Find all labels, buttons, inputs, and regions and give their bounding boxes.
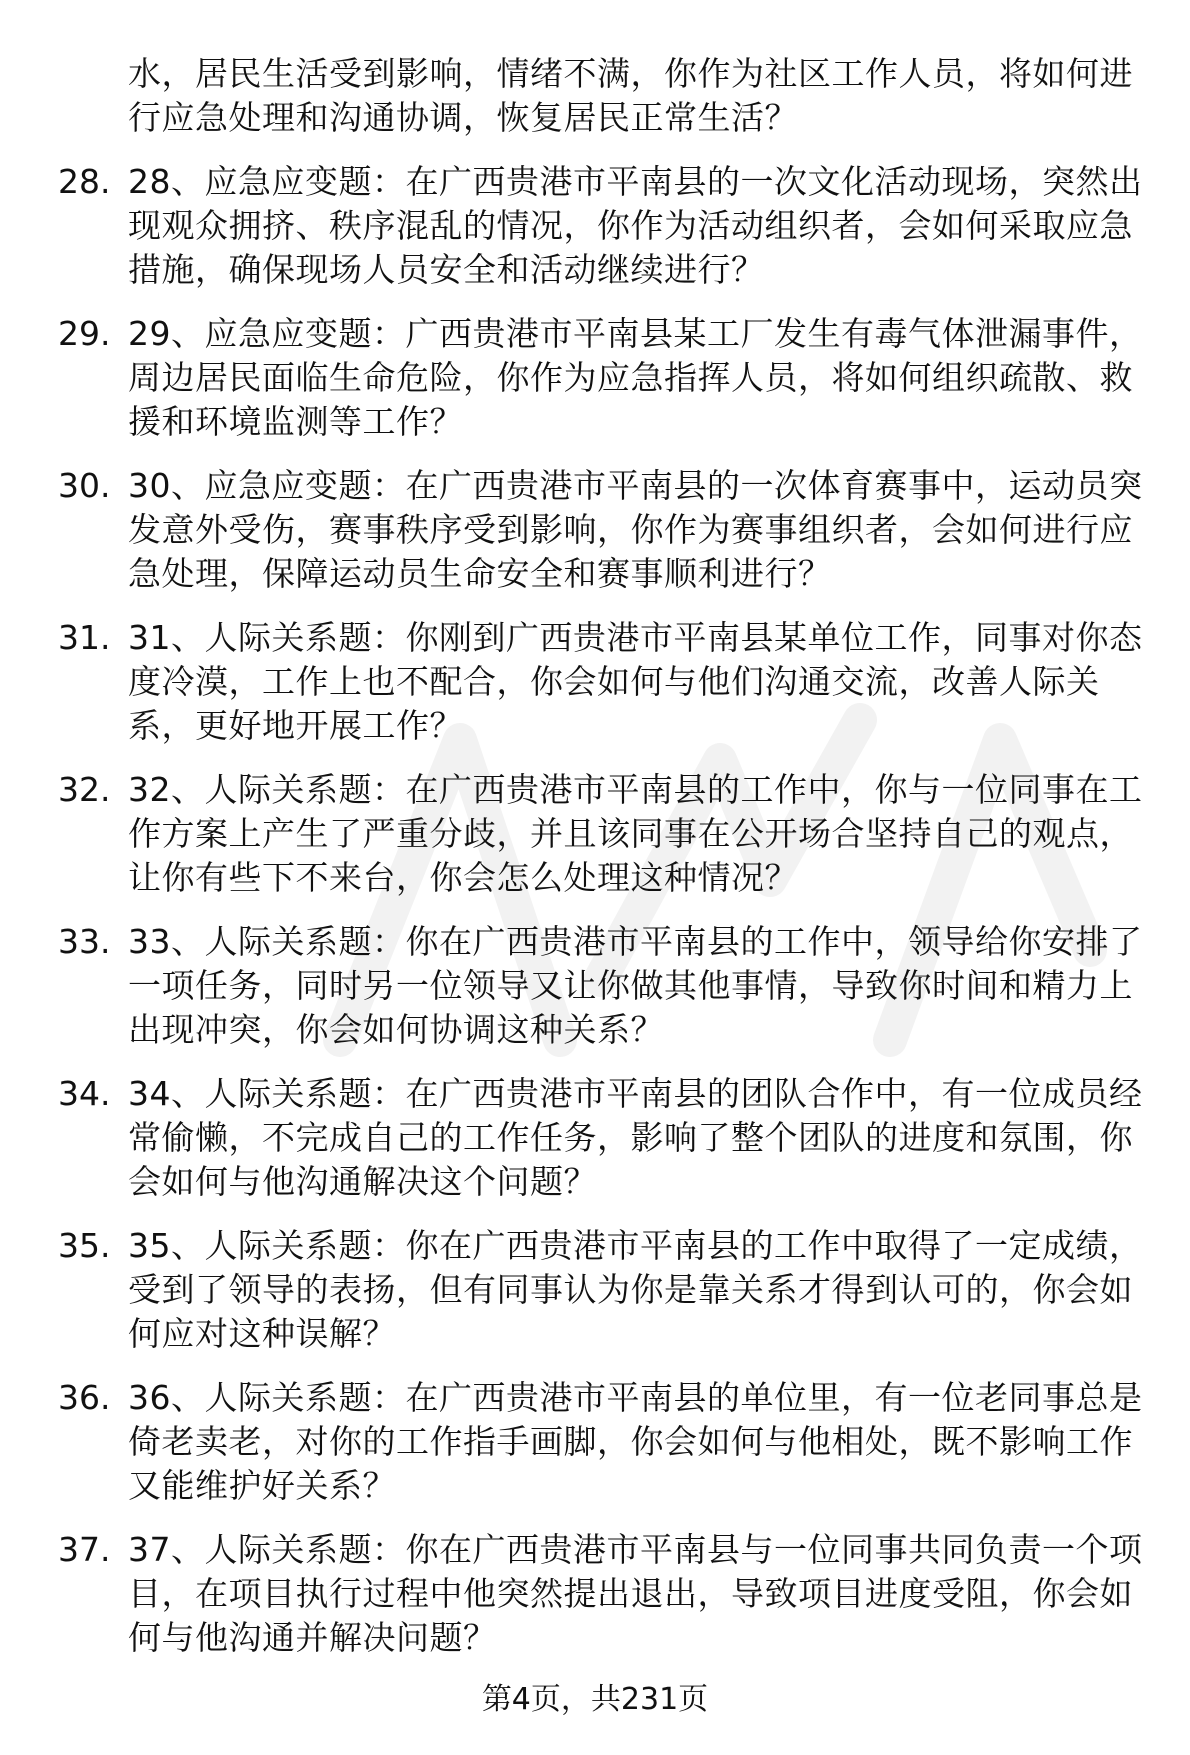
question-item [0, 616, 1190, 745]
question-number: 34. [58, 1074, 111, 1113]
question-text: 28、应急应变题：在广西贵港市平南县的一次文化活动现场，突然出现观众拥挤、秩序混乱的情况，你作为活动组织者，会如何采取应急措施，确保现场人员安全和活动继续进行？ [128, 162, 1143, 289]
question-text: 31、人际关系题：你刚到广西贵港市平南县某单位工作，同事对你态度冷漠，工作上也不配合，你会如何与他们沟通交流，改善人际关系，更好地开展工作？ [128, 618, 1143, 745]
question-text: 29、应急应变题：广西贵港市平南县某工厂发生有毒气体泄漏事件，周边居民面临生命危险，你作为应急指挥人员，将如何组织疏散、救援和环境监测等工作？ [128, 314, 1143, 441]
question-text: 32、人际关系题：在广西贵港市平南县的工作中，你与一位同事在工作方案上产生了严重分歧，并且该同事在公开场合坚持自己的观点，让你有些下不来台，你会怎么处理这种情况？ [128, 770, 1143, 897]
question-item [0, 464, 1190, 593]
question-number: 32. [58, 770, 111, 809]
question-number: 28. [58, 162, 111, 201]
question-number: 29. [58, 314, 111, 353]
question-text: 33、人际关系题：你在广西贵港市平南县的工作中，领导给你安排了一项任务，同时另一位领导又让你做其他事情，导致你时间和精力上出现冲突，你会如何协调这种关系？ [128, 922, 1143, 1049]
question-item [0, 920, 1190, 1049]
question-number: 36. [58, 1378, 111, 1417]
question-item [0, 1072, 1190, 1201]
question-item [0, 768, 1190, 897]
question-text: 30、应急应变题：在广西贵港市平南县的一次体育赛事中，运动员突发意外受伤，赛事秩序受到影响，你作为赛事组织者，会如何进行应急处理，保障运动员生命安全和赛事顺利进行？ [128, 466, 1143, 593]
question-item [0, 1528, 1190, 1657]
question-number: 35. [58, 1226, 111, 1265]
question-text: 37、人际关系题：你在广西贵港市平南县与一位同事共同负责一个项目，在项目执行过程中他突然提出退出，导致项目进度受阻，你会如何与他沟通并解决问题？ [128, 1530, 1143, 1657]
continuation-paragraph: 水，居民生活受到影响，情绪不满，你作为社区工作人员，将如何进行应急处理和沟通协调，恢复居民正常生活？ [128, 54, 1133, 137]
question-number: 31. [58, 618, 111, 657]
question-text: 35、人际关系题：你在广西贵港市平南县的工作中取得了一定成绩，受到了领导的表扬，但有同事认为你是靠关系才得到认可的，你会如何应对这种误解？ [128, 1226, 1143, 1353]
question-item [0, 1224, 1190, 1353]
question-item [0, 312, 1190, 441]
question-item [0, 160, 1190, 289]
question-number: 33. [58, 922, 111, 961]
question-item [0, 1376, 1190, 1505]
question-number: 30. [58, 466, 111, 505]
question-text: 34、人际关系题：在广西贵港市平南县的团队合作中，有一位成员经常偷懒，不完成自己的工作任务，影响了整个团队的进度和氛围，你会如何与他沟通解决这个问题？ [128, 1074, 1143, 1201]
question-number: 37. [58, 1530, 111, 1569]
page-footer: 第4页，共231页 [481, 1682, 709, 1717]
question-list [0, 160, 1190, 1680]
question-text: 36、人际关系题：在广西贵港市平南县的单位里，有一位老同事总是倚老卖老，对你的工作指手画脚，你会如何与他相处，既不影响工作又能维护好关系？ [128, 1378, 1143, 1505]
